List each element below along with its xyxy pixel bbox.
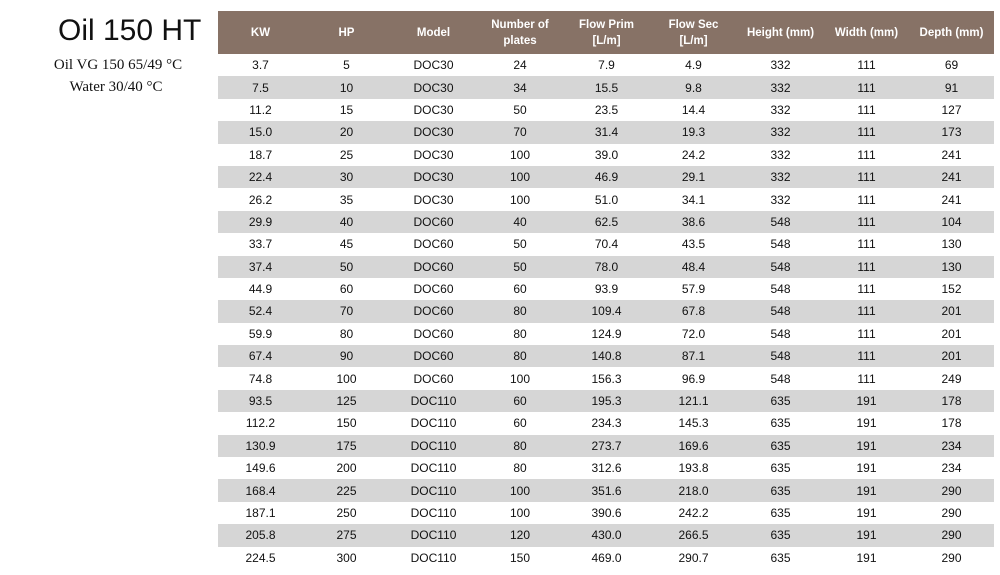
- table-row: [218, 390, 994, 412]
- table-cell: 193.8: [650, 457, 737, 479]
- column-header: [303, 11, 390, 54]
- table-cell: 43.5: [650, 233, 737, 255]
- column-header-line: plates: [503, 34, 537, 47]
- table-cell: 111: [824, 166, 909, 188]
- table-cell: DOC30: [390, 144, 477, 166]
- table-cell: 50: [477, 233, 563, 255]
- table-cell: 290: [909, 502, 994, 524]
- table-cell: 111: [824, 278, 909, 300]
- table-cell: 124.9: [563, 323, 650, 345]
- table-cell: 266.5: [650, 524, 737, 546]
- table-cell: 234.3: [563, 412, 650, 434]
- table-row: [218, 99, 994, 121]
- table-row: [218, 502, 994, 524]
- table-cell: 60: [477, 412, 563, 434]
- table-cell: 90: [303, 345, 390, 367]
- table-row: [218, 76, 994, 98]
- table-cell: 34: [477, 76, 563, 98]
- column-header-line: Number of: [491, 18, 549, 31]
- table-cell: 29.1: [650, 166, 737, 188]
- column-header: [650, 11, 737, 54]
- table-cell: 234: [909, 457, 994, 479]
- table-cell: 635: [737, 412, 824, 434]
- table-cell: 51.0: [563, 188, 650, 210]
- table-cell: 191: [824, 390, 909, 412]
- table-cell: 635: [737, 457, 824, 479]
- table-cell: 290: [909, 479, 994, 501]
- table-cell: 70: [303, 300, 390, 322]
- table-cell: 201: [909, 300, 994, 322]
- table-cell: 111: [824, 54, 909, 76]
- table-row: [218, 345, 994, 367]
- table-cell: 112.2: [218, 412, 303, 434]
- table-cell: 187.1: [218, 502, 303, 524]
- table-cell: 45: [303, 233, 390, 255]
- table-cell: DOC60: [390, 345, 477, 367]
- table-cell: 201: [909, 323, 994, 345]
- table-cell: 22.4: [218, 166, 303, 188]
- table-cell: 218.0: [650, 479, 737, 501]
- table-cell: 273.7: [563, 435, 650, 457]
- table-cell: 548: [737, 367, 824, 389]
- table-cell: DOC30: [390, 121, 477, 143]
- table-cell: DOC110: [390, 502, 477, 524]
- table-cell: 173: [909, 121, 994, 143]
- table-cell: 80: [477, 345, 563, 367]
- table-cell: 130: [909, 256, 994, 278]
- table-cell: 168.4: [218, 479, 303, 501]
- table-cell: 275: [303, 524, 390, 546]
- table-cell: DOC60: [390, 233, 477, 255]
- table-cell: 40: [477, 211, 563, 233]
- table-cell: 156.3: [563, 367, 650, 389]
- spec-table: [218, 11, 994, 569]
- table-row: [218, 547, 994, 569]
- table-cell: 50: [477, 256, 563, 278]
- table-cell: 67.8: [650, 300, 737, 322]
- table-cell: DOC60: [390, 323, 477, 345]
- table-cell: 241: [909, 144, 994, 166]
- table-cell: 145.3: [650, 412, 737, 434]
- table-cell: 104: [909, 211, 994, 233]
- table-row: [218, 435, 994, 457]
- table-row: [218, 300, 994, 322]
- column-header-line: KW: [250, 26, 271, 39]
- table-cell: 11.2: [218, 99, 303, 121]
- table-cell: 130: [909, 233, 994, 255]
- table-cell: 111: [824, 233, 909, 255]
- table-cell: 15.5: [563, 76, 650, 98]
- table-cell: 38.6: [650, 211, 737, 233]
- table-cell: 332: [737, 144, 824, 166]
- column-header-line: Model: [416, 26, 451, 39]
- table-cell: 290.7: [650, 547, 737, 569]
- table-cell: 111: [824, 76, 909, 98]
- table-row: [218, 524, 994, 546]
- table-cell: 100: [477, 144, 563, 166]
- table-cell: 191: [824, 479, 909, 501]
- table-row: [218, 479, 994, 501]
- table-row: [218, 367, 994, 389]
- table-cell: 191: [824, 412, 909, 434]
- table-cell: 40: [303, 211, 390, 233]
- table-cell: 241: [909, 188, 994, 210]
- table-cell: DOC110: [390, 457, 477, 479]
- table-cell: 290: [909, 524, 994, 546]
- table-cell: 52.4: [218, 300, 303, 322]
- table-cell: 50: [477, 99, 563, 121]
- column-header-line: Flow Sec: [668, 18, 719, 31]
- table-cell: 72.0: [650, 323, 737, 345]
- table-cell: 548: [737, 278, 824, 300]
- table-cell: 29.9: [218, 211, 303, 233]
- table-cell: DOC110: [390, 435, 477, 457]
- table-cell: 242.2: [650, 502, 737, 524]
- table-cell: 25: [303, 144, 390, 166]
- table-row: [218, 166, 994, 188]
- table-cell: 80: [477, 435, 563, 457]
- table-cell: 91: [909, 76, 994, 98]
- table-cell: DOC60: [390, 367, 477, 389]
- table-cell: 191: [824, 524, 909, 546]
- oil-spec-subtitle: Oil VG 150 65/49 °C: [53, 57, 183, 73]
- table-cell: 175: [303, 435, 390, 457]
- table-cell: 249: [909, 367, 994, 389]
- table-cell: 24: [477, 54, 563, 76]
- table-cell: 111: [824, 211, 909, 233]
- table-cell: 9.8: [650, 76, 737, 98]
- table-cell: 635: [737, 524, 824, 546]
- table-row: [218, 188, 994, 210]
- table-cell: 150: [303, 412, 390, 434]
- table-cell: 34.1: [650, 188, 737, 210]
- table-cell: 48.4: [650, 256, 737, 278]
- table-cell: 201: [909, 345, 994, 367]
- table-row: [218, 323, 994, 345]
- table-cell: 109.4: [563, 300, 650, 322]
- table-row: [218, 412, 994, 434]
- column-header-line: [L/m]: [592, 34, 621, 47]
- table-cell: 60: [303, 278, 390, 300]
- table-cell: 19.3: [650, 121, 737, 143]
- table-cell: 4.9: [650, 54, 737, 76]
- table-cell: DOC110: [390, 479, 477, 501]
- table-cell: 111: [824, 345, 909, 367]
- table-cell: 62.5: [563, 211, 650, 233]
- table-cell: 635: [737, 547, 824, 569]
- table-row: [218, 233, 994, 255]
- water-spec-subtitle: Water 30/40 °C: [69, 79, 163, 95]
- table-cell: 60: [477, 278, 563, 300]
- column-header: [909, 11, 994, 54]
- column-header: [477, 11, 563, 54]
- table-row: [218, 457, 994, 479]
- table-cell: 24.2: [650, 144, 737, 166]
- table-cell: 100: [477, 479, 563, 501]
- table-cell: 635: [737, 435, 824, 457]
- table-cell: 125: [303, 390, 390, 412]
- table-cell: 37.4: [218, 256, 303, 278]
- table-cell: 548: [737, 323, 824, 345]
- table-cell: 93.9: [563, 278, 650, 300]
- table-cell: 111: [824, 99, 909, 121]
- table-cell: 150: [477, 547, 563, 569]
- table-cell: 96.9: [650, 367, 737, 389]
- table-cell: 548: [737, 300, 824, 322]
- table-cell: 635: [737, 502, 824, 524]
- table-row: [218, 256, 994, 278]
- table-cell: 15.0: [218, 121, 303, 143]
- table-cell: DOC110: [390, 412, 477, 434]
- table-cell: DOC60: [390, 300, 477, 322]
- table-cell: 390.6: [563, 502, 650, 524]
- table-row: [218, 211, 994, 233]
- table-cell: 130.9: [218, 435, 303, 457]
- table-cell: 100: [477, 188, 563, 210]
- table-cell: 74.8: [218, 367, 303, 389]
- table-cell: 332: [737, 121, 824, 143]
- table-cell: 7.9: [563, 54, 650, 76]
- table-cell: 57.9: [650, 278, 737, 300]
- table-cell: 332: [737, 54, 824, 76]
- table-cell: 111: [824, 367, 909, 389]
- table-cell: 23.5: [563, 99, 650, 121]
- table-cell: 191: [824, 547, 909, 569]
- table-cell: 250: [303, 502, 390, 524]
- table-cell: DOC60: [390, 256, 477, 278]
- table-cell: 5: [303, 54, 390, 76]
- table-cell: DOC30: [390, 188, 477, 210]
- table-cell: DOC110: [390, 390, 477, 412]
- table-cell: DOC30: [390, 99, 477, 121]
- table-cell: 26.2: [218, 188, 303, 210]
- column-header-line: [L/m]: [679, 34, 708, 47]
- table-cell: 18.7: [218, 144, 303, 166]
- table-cell: 80: [303, 323, 390, 345]
- table-cell: 100: [477, 166, 563, 188]
- table-cell: 111: [824, 121, 909, 143]
- table-cell: 351.6: [563, 479, 650, 501]
- table-cell: DOC30: [390, 54, 477, 76]
- table-cell: 127: [909, 99, 994, 121]
- page-title: Oil 150 HT: [58, 14, 202, 47]
- table-cell: 3.7: [218, 54, 303, 76]
- table-cell: 635: [737, 479, 824, 501]
- column-header: [824, 11, 909, 54]
- table-cell: 140.8: [563, 345, 650, 367]
- table-cell: 111: [824, 323, 909, 345]
- table-cell: 300: [303, 547, 390, 569]
- column-header: [737, 11, 824, 54]
- table-cell: 224.5: [218, 547, 303, 569]
- table-cell: 332: [737, 99, 824, 121]
- table-cell: 312.6: [563, 457, 650, 479]
- table-cell: 7.5: [218, 76, 303, 98]
- table-cell: 469.0: [563, 547, 650, 569]
- table-cell: 50: [303, 256, 390, 278]
- table-cell: 100: [477, 367, 563, 389]
- table-cell: 46.9: [563, 166, 650, 188]
- column-header: [563, 11, 650, 54]
- table-cell: 80: [477, 323, 563, 345]
- column-header-line: Width (mm): [834, 26, 899, 39]
- table-cell: DOC30: [390, 166, 477, 188]
- table-cell: 178: [909, 412, 994, 434]
- table-cell: DOC60: [390, 211, 477, 233]
- table-cell: 191: [824, 457, 909, 479]
- table-cell: 152: [909, 278, 994, 300]
- table-header-row: [218, 11, 994, 54]
- column-header-line: Flow Prim: [579, 18, 634, 31]
- table-row: [218, 278, 994, 300]
- table-cell: 178: [909, 390, 994, 412]
- table-cell: 60: [477, 390, 563, 412]
- column-header: [390, 11, 477, 54]
- table-cell: 241: [909, 166, 994, 188]
- table-cell: 205.8: [218, 524, 303, 546]
- table-cell: 332: [737, 166, 824, 188]
- table-cell: 191: [824, 435, 909, 457]
- table-cell: DOC110: [390, 547, 477, 569]
- table-row: [218, 54, 994, 76]
- table-cell: 93.5: [218, 390, 303, 412]
- table-cell: 80: [477, 300, 563, 322]
- table-cell: DOC60: [390, 278, 477, 300]
- table-cell: DOC30: [390, 76, 477, 98]
- table-cell: 69: [909, 54, 994, 76]
- table-cell: 430.0: [563, 524, 650, 546]
- table-cell: 80: [477, 457, 563, 479]
- table-cell: 548: [737, 211, 824, 233]
- table-cell: 332: [737, 188, 824, 210]
- table-cell: 121.1: [650, 390, 737, 412]
- column-header-line: Height (mm): [746, 26, 815, 39]
- table-cell: 70: [477, 121, 563, 143]
- column-header: [218, 11, 303, 54]
- table-cell: 191: [824, 502, 909, 524]
- table-cell: 635: [737, 390, 824, 412]
- table-cell: 70.4: [563, 233, 650, 255]
- table-cell: 100: [303, 367, 390, 389]
- table-cell: 195.3: [563, 390, 650, 412]
- table-cell: 548: [737, 233, 824, 255]
- table-cell: 111: [824, 144, 909, 166]
- table-cell: 87.1: [650, 345, 737, 367]
- table-cell: 111: [824, 256, 909, 278]
- table-cell: 31.4: [563, 121, 650, 143]
- table-cell: 10: [303, 76, 390, 98]
- table-cell: 200: [303, 457, 390, 479]
- table-cell: 332: [737, 76, 824, 98]
- table-cell: 120: [477, 524, 563, 546]
- table-cell: 111: [824, 300, 909, 322]
- table-cell: 111: [824, 188, 909, 210]
- table-cell: 35: [303, 188, 390, 210]
- table-cell: 15: [303, 99, 390, 121]
- table-cell: 149.6: [218, 457, 303, 479]
- column-header-line: Depth (mm): [919, 26, 984, 39]
- column-header-line: HP: [338, 26, 355, 39]
- table-cell: 67.4: [218, 345, 303, 367]
- table-cell: 100: [477, 502, 563, 524]
- table-cell: 14.4: [650, 99, 737, 121]
- table-row: [218, 121, 994, 143]
- table-cell: 59.9: [218, 323, 303, 345]
- table-cell: DOC110: [390, 524, 477, 546]
- table-cell: 30: [303, 166, 390, 188]
- table-cell: 169.6: [650, 435, 737, 457]
- table-cell: 290: [909, 547, 994, 569]
- table-cell: 39.0: [563, 144, 650, 166]
- table-cell: 33.7: [218, 233, 303, 255]
- table-cell: 44.9: [218, 278, 303, 300]
- table-cell: 548: [737, 256, 824, 278]
- table-cell: 78.0: [563, 256, 650, 278]
- table-cell: 548: [737, 345, 824, 367]
- table-cell: 234: [909, 435, 994, 457]
- table-row: [218, 144, 994, 166]
- table-cell: 20: [303, 121, 390, 143]
- table-cell: 225: [303, 479, 390, 501]
